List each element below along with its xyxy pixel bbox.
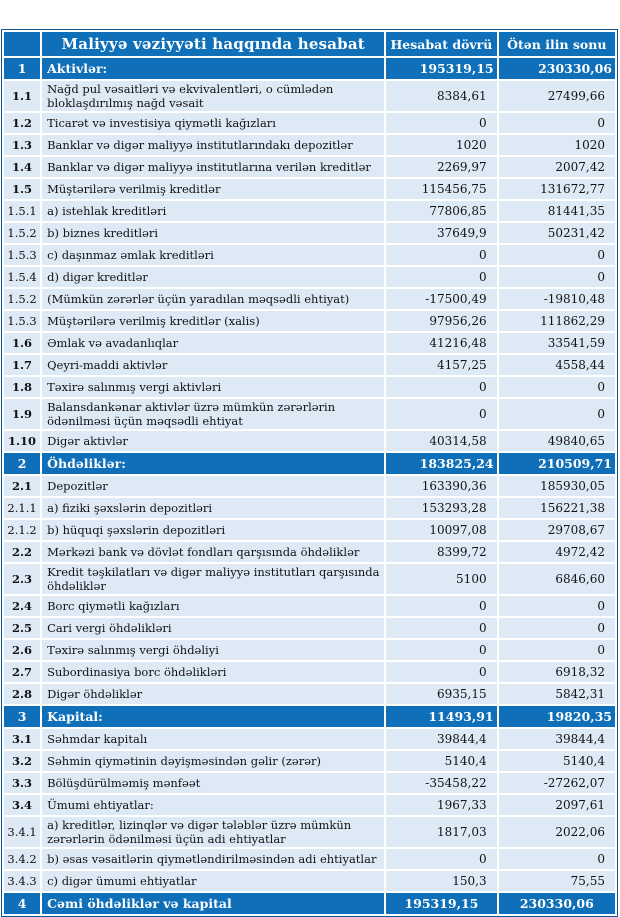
table-row — [4, 333, 615, 353]
row-label-cell: a) istehlak kreditləri — [42, 201, 384, 221]
section-row — [4, 58, 615, 79]
row-number-cell: 3.3 — [4, 773, 40, 793]
value-prev-year-cell: 0 — [499, 849, 615, 869]
row-number-cell: 1.1 — [4, 81, 40, 111]
row-number-cell: 2.6 — [4, 640, 40, 660]
row-label-cell: Nağd pul vəsaitləri və ekvivalentləri, o cümlədən bloklaşdırılmış nağd vəsait — [42, 81, 384, 111]
row-label-cell: b) əsas vəsaitlərin qiymətləndirilməsindən adi ehtiyatlar — [42, 849, 384, 869]
value-period-cell: 163390,36 — [386, 476, 496, 496]
value-prev-year-cell: 0 — [499, 113, 615, 133]
row-label-cell: Cari vergi öhdəlikləri — [42, 618, 384, 638]
column-header-period: Hesabat dövrü — [386, 32, 496, 56]
row-number-cell: 3 — [4, 706, 40, 727]
value-prev-year-cell: 0 — [499, 640, 615, 660]
row-number-cell: 1.5 — [4, 179, 40, 199]
row-label-cell: c) daşınmaz əmlak kreditləri — [42, 245, 384, 265]
row-number-cell: 1.7 — [4, 355, 40, 375]
value-period-cell: 8384,61 — [386, 81, 496, 111]
value-period-cell: 1967,33 — [386, 795, 496, 815]
value-prev-year-cell: 27499,66 — [499, 81, 615, 111]
value-prev-year-cell: 4558,44 — [499, 355, 615, 375]
value-prev-year-cell: 81441,35 — [499, 201, 615, 221]
value-period-cell: 41216,48 — [386, 333, 496, 353]
row-number-cell: 1.8 — [4, 377, 40, 397]
financial-position-table — [1, 29, 618, 917]
value-period-cell: 0 — [386, 849, 496, 869]
row-number-cell: 1.6 — [4, 333, 40, 353]
value-prev-year-cell: 5842,31 — [499, 684, 615, 704]
row-number-cell: 3.4.1 — [4, 817, 40, 847]
value-period-cell: 40314,58 — [386, 431, 496, 451]
value-prev-year-cell: 6846,60 — [499, 564, 615, 594]
table-row — [4, 795, 615, 815]
column-header-prev-year: Ötən ilin sonu — [499, 32, 615, 56]
row-label-cell: Təxirə salınmış vergi öhdəliyi — [42, 640, 384, 660]
row-label-cell: Ticarət və investisiya qiymətli kağızları — [42, 113, 384, 133]
row-label-cell: Qeyri-maddi aktivlər — [42, 355, 384, 375]
value-period-cell: 39844,4 — [386, 729, 496, 749]
value-prev-year-cell: -19810,48 — [499, 289, 615, 309]
row-label-cell: Əmlak və avadanlıqlar — [42, 333, 384, 353]
value-prev-year-cell: 2007,42 — [499, 157, 615, 177]
table-row — [4, 520, 615, 540]
value-period-cell: 5100 — [386, 564, 496, 594]
row-number-cell: 3.2 — [4, 751, 40, 771]
value-period-cell: 0 — [386, 267, 496, 287]
row-number-cell: 3.1 — [4, 729, 40, 749]
row-label-cell: Aktivlər: — [42, 58, 384, 79]
row-number-cell: 2.7 — [4, 662, 40, 682]
value-prev-year-cell: 156221,38 — [499, 498, 615, 518]
table-row — [4, 245, 615, 265]
table-row — [4, 157, 615, 177]
total-row — [4, 893, 615, 914]
table-row — [4, 640, 615, 660]
value-period-cell: 11493,91 — [386, 706, 496, 727]
row-label-cell: Banklar və digər maliyyə institutlarındakı depozitlər — [42, 135, 384, 155]
value-prev-year-cell: 131672,77 — [499, 179, 615, 199]
value-period-cell: -35458,22 — [386, 773, 496, 793]
value-period-cell: 6935,15 — [386, 684, 496, 704]
value-period-cell: 0 — [386, 245, 496, 265]
value-prev-year-cell: 29708,67 — [499, 520, 615, 540]
row-number-cell: 2.1.2 — [4, 520, 40, 540]
value-period-cell: 97956,26 — [386, 311, 496, 331]
row-label-cell: Səhmdar kapitalı — [42, 729, 384, 749]
table-row — [4, 377, 615, 397]
row-number-cell: 3.4.2 — [4, 849, 40, 869]
row-label-cell: Kapital: — [42, 706, 384, 727]
value-period-cell: 5140,4 — [386, 751, 496, 771]
value-period-cell: 0 — [386, 640, 496, 660]
value-prev-year-cell: 0 — [499, 377, 615, 397]
table-row — [4, 729, 615, 749]
value-period-cell: 183825,24 — [386, 453, 496, 474]
row-label-cell: Səhmin qiymətinin dəyişməsindən gəlir (zərər) — [42, 751, 384, 771]
row-number-cell: 1.5.1 — [4, 201, 40, 221]
table-row — [4, 662, 615, 682]
table-row — [4, 311, 615, 331]
row-label-cell: Cəmi öhdəliklər və kapital — [42, 893, 384, 914]
row-label-cell: Təxirə salınmış vergi aktivləri — [42, 377, 384, 397]
table-row — [4, 498, 615, 518]
row-number-cell: 2.2 — [4, 542, 40, 562]
row-label-cell: (Mümkün zərərlər üçün yaradılan məqsədli ehtiyat) — [42, 289, 384, 309]
table-row — [4, 849, 615, 869]
row-number-cell: 1 — [4, 58, 40, 79]
row-label-cell: Banklar və digər maliyyə institutlarına verilən kreditlər — [42, 157, 384, 177]
value-prev-year-cell: 19820,35 — [499, 706, 615, 727]
row-label-cell: Digər aktivlər — [42, 431, 384, 451]
value-period-cell: 8399,72 — [386, 542, 496, 562]
row-number-cell: 2.1 — [4, 476, 40, 496]
row-label-cell: Kredit təşkilatları və digər maliyyə institutları qarşısında öhdəliklər — [42, 564, 384, 594]
table-row — [4, 817, 615, 847]
value-prev-year-cell: 2097,61 — [499, 795, 615, 815]
value-period-cell: 4157,25 — [386, 355, 496, 375]
value-prev-year-cell: 1020 — [499, 135, 615, 155]
row-number-cell: 1.5.2 — [4, 223, 40, 243]
value-period-cell: 0 — [386, 113, 496, 133]
value-prev-year-cell: 2022,06 — [499, 817, 615, 847]
row-label-cell: Öhdəliklər: — [42, 453, 384, 474]
row-label-cell: Müştərilərə verilmiş kreditlər (xalis) — [42, 311, 384, 331]
value-prev-year-cell: 210509,71 — [499, 453, 615, 474]
value-period-cell: 1020 — [386, 135, 496, 155]
header-corner-cell — [4, 32, 40, 56]
value-period-cell: 2269,97 — [386, 157, 496, 177]
table-row — [4, 751, 615, 771]
row-number-cell: 2 — [4, 453, 40, 474]
value-period-cell: 195319,15 — [386, 893, 496, 914]
value-prev-year-cell: 0 — [499, 596, 615, 616]
value-prev-year-cell: 0 — [499, 267, 615, 287]
value-period-cell: 77806,85 — [386, 201, 496, 221]
table-row — [4, 773, 615, 793]
row-label-cell: Müştərilərə verilmiş kreditlər — [42, 179, 384, 199]
report-title: Maliyyə vəziyyəti haqqında hesabat — [42, 32, 384, 56]
row-number-cell: 1.3 — [4, 135, 40, 155]
value-period-cell: 0 — [386, 377, 496, 397]
row-label-cell: Mərkəzi bank və dövlət fondları qarşısında öhdəliklər — [42, 542, 384, 562]
row-label-cell: Bölüşdürülməmiş mənfəət — [42, 773, 384, 793]
value-prev-year-cell: 111862,29 — [499, 311, 615, 331]
section-row — [4, 706, 615, 727]
value-prev-year-cell: 39844,4 — [499, 729, 615, 749]
value-prev-year-cell: 230330,06 — [499, 893, 615, 914]
row-number-cell: 1.10 — [4, 431, 40, 451]
value-prev-year-cell: 75,55 — [499, 871, 615, 891]
value-prev-year-cell: 6918,32 — [499, 662, 615, 682]
value-prev-year-cell: 0 — [499, 399, 615, 429]
row-number-cell: 1.4 — [4, 157, 40, 177]
value-prev-year-cell: 33541,59 — [499, 333, 615, 353]
value-period-cell: 0 — [386, 662, 496, 682]
value-prev-year-cell: 5140,4 — [499, 751, 615, 771]
table-row — [4, 596, 615, 616]
row-label-cell: b) biznes kreditləri — [42, 223, 384, 243]
row-label-cell: c) digər ümumi ehtiyatlar — [42, 871, 384, 891]
value-period-cell: 153293,28 — [386, 498, 496, 518]
table-row — [4, 564, 615, 594]
row-label-cell: a) kreditlər, lizinqlər və digər tələblər üzrə mümkün zərərlərin ödənilməsi üçün adi ehtiyatlar — [42, 817, 384, 847]
row-number-cell: 3.4.3 — [4, 871, 40, 891]
table-row — [4, 113, 615, 133]
value-prev-year-cell: 4972,42 — [499, 542, 615, 562]
table-body — [4, 58, 615, 914]
table-row — [4, 684, 615, 704]
value-period-cell: 0 — [386, 618, 496, 638]
table-row — [4, 201, 615, 221]
row-label-cell: Subordinasiya borc öhdəlikləri — [42, 662, 384, 682]
value-period-cell: 150,3 — [386, 871, 496, 891]
value-period-cell: 115456,75 — [386, 179, 496, 199]
table-row — [4, 399, 615, 429]
row-number-cell: 3.4 — [4, 795, 40, 815]
table-row — [4, 476, 615, 496]
table-row — [4, 223, 615, 243]
table-row — [4, 81, 615, 111]
value-prev-year-cell: 0 — [499, 618, 615, 638]
row-label-cell: b) hüquqi şəxslərin depozitləri — [42, 520, 384, 540]
row-number-cell: 1.5.3 — [4, 311, 40, 331]
section-row — [4, 453, 615, 474]
table-row — [4, 618, 615, 638]
value-prev-year-cell: 49840,65 — [499, 431, 615, 451]
row-number-cell: 2.5 — [4, 618, 40, 638]
value-period-cell: 195319,15 — [386, 58, 496, 79]
row-number-cell: 2.4 — [4, 596, 40, 616]
row-number-cell: 2.8 — [4, 684, 40, 704]
row-label-cell: a) fiziki şəxslərin depozitləri — [42, 498, 384, 518]
value-prev-year-cell: 50231,42 — [499, 223, 615, 243]
row-number-cell: 4 — [4, 893, 40, 914]
value-period-cell: 10097,08 — [386, 520, 496, 540]
row-number-cell: 1.2 — [4, 113, 40, 133]
table-row — [4, 267, 615, 287]
value-prev-year-cell: 0 — [499, 245, 615, 265]
table-row — [4, 289, 615, 309]
value-period-cell: 37649,9 — [386, 223, 496, 243]
row-number-cell: 2.3 — [4, 564, 40, 594]
row-label-cell: Ümumi ehtiyatlar: — [42, 795, 384, 815]
table-row — [4, 135, 615, 155]
row-label-cell: Balansdankənar aktivlər üzrə mümkün zərərlərin ödənilməsi üçün məqsədli ehtiyat — [42, 399, 384, 429]
value-period-cell: 1817,03 — [386, 817, 496, 847]
row-label-cell: Digər öhdəliklər — [42, 684, 384, 704]
row-label-cell: d) digər kreditlər — [42, 267, 384, 287]
row-number-cell: 1.5.2 — [4, 289, 40, 309]
table-row — [4, 355, 615, 375]
value-prev-year-cell: 230330,06 — [499, 58, 615, 79]
table-header-row — [4, 32, 615, 56]
table-row — [4, 431, 615, 451]
value-prev-year-cell: -27262,07 — [499, 773, 615, 793]
value-period-cell: -17500,49 — [386, 289, 496, 309]
value-period-cell: 0 — [386, 596, 496, 616]
table-row — [4, 179, 615, 199]
value-prev-year-cell: 185930,05 — [499, 476, 615, 496]
row-label-cell: Borc qiymətli kağızları — [42, 596, 384, 616]
table-row — [4, 542, 615, 562]
row-number-cell: 1.9 — [4, 399, 40, 429]
value-period-cell: 0 — [386, 399, 496, 429]
row-number-cell: 1.5.3 — [4, 245, 40, 265]
row-number-cell: 2.1.1 — [4, 498, 40, 518]
table-row — [4, 871, 615, 891]
row-number-cell: 1.5.4 — [4, 267, 40, 287]
row-label-cell: Depozitlər — [42, 476, 384, 496]
